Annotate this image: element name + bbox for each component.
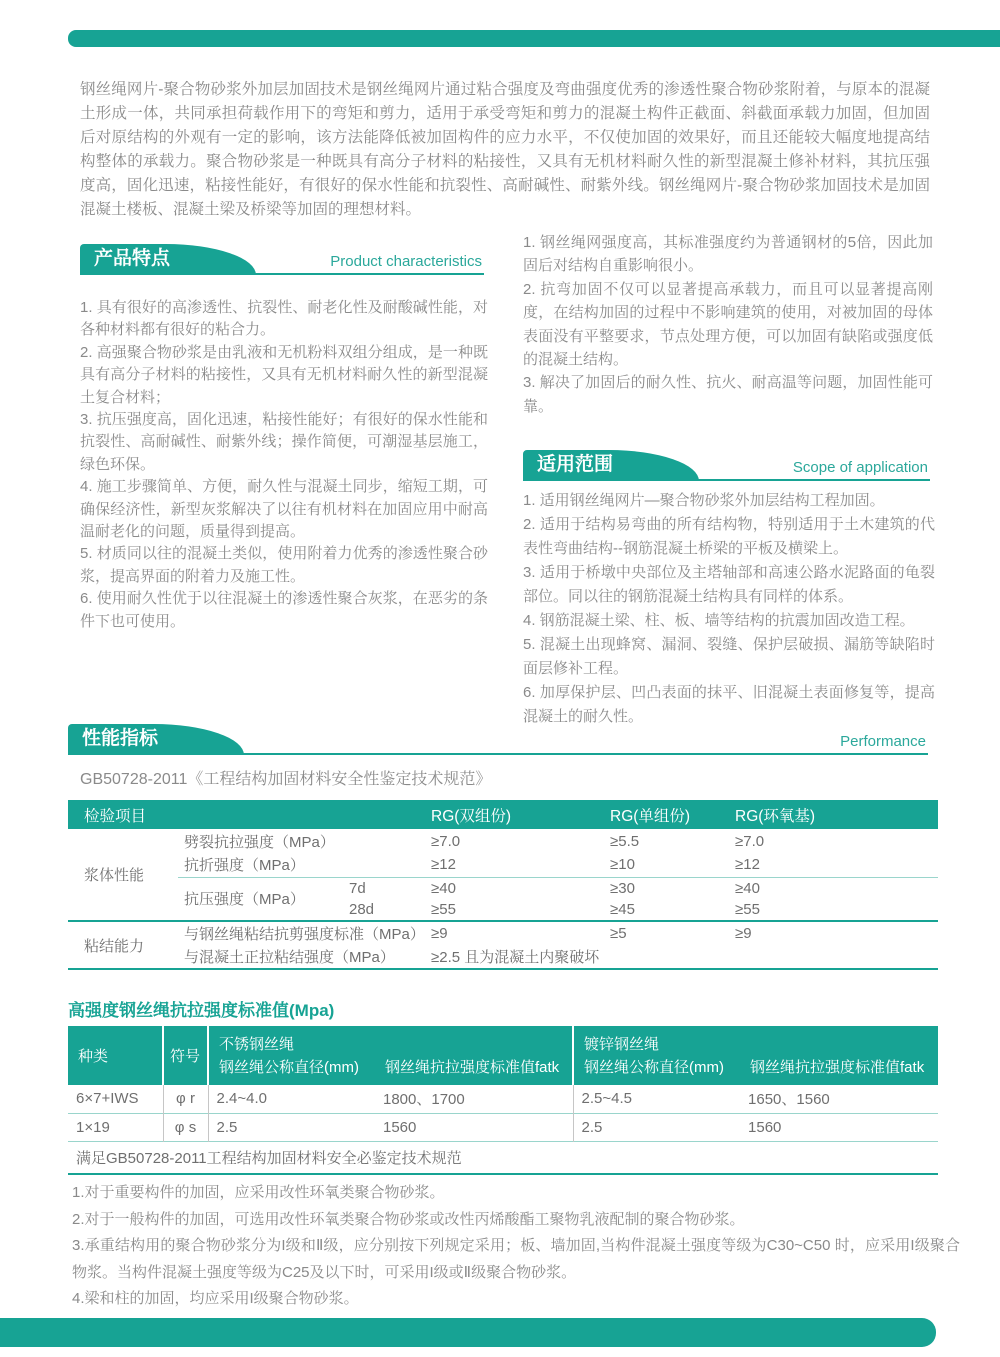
list-item: 5. 混凝土出现蜂窝、漏洞、裂缝、保护层破损、漏筋等缺陷时面层修补工程。: [523, 636, 935, 677]
wire-rope-table: [68, 1026, 938, 1175]
table-cell: 2.5: [573, 1113, 740, 1141]
list-item: 1. 适用钢丝绳网片—聚合物砂浆外加层结构工程加固。: [523, 492, 885, 509]
section-title-cn: 产品特点: [94, 248, 171, 269]
list-item: 3. 抗压强度高，固化迅速，粘接性能好；有很好的保水性能和抗裂性、高耐碱性、耐紫外线；操作简便，可潮湿基层施工，绿色环保。: [80, 411, 488, 473]
table-cell: ≥40: [729, 877, 938, 899]
table-cell: φ s: [163, 1113, 208, 1141]
table-cell: ≥10: [610, 856, 635, 874]
table-cell: ≥12: [735, 856, 760, 874]
section-title-cn: 适用范围: [537, 454, 614, 475]
list-item: 5. 材质同以往的混凝土类似，使用附着力优秀的渗透性聚合砂浆，提高界面的附着力及施工性。: [80, 545, 488, 585]
table-cell: ≥55: [431, 901, 456, 918]
table-cell: 1800、1700: [383, 1091, 465, 1109]
table-cell: 6×7+IWS: [76, 1090, 139, 1108]
table-cell: ≥30: [604, 877, 729, 899]
table-footnote: 满足GB50728-2011工程结构加固材料安全必鉴定技术规范: [68, 1141, 938, 1174]
list-item: 2. 高强聚合物砂浆是由乳液和无机粉料双组分组成，是一种既具有高分子材料的粘接性，又具有无机材料耐久性的新型混凝土复合材料；: [80, 343, 488, 406]
table-cell: 2.4~4.0: [208, 1085, 375, 1113]
table-footnote-row: [68, 1141, 938, 1174]
column-header: 钢丝绳抗拉强度标准值fatk: [740, 1054, 938, 1085]
usage-notes: [72, 1180, 960, 1313]
table-cell: 2.5: [208, 1113, 375, 1141]
scope-list: [523, 489, 935, 729]
note-item: 1.对于重要构件的加固，应采用改性环氧类聚合物砂浆。: [72, 1184, 445, 1201]
table-cell: ≥5.5: [610, 832, 640, 850]
table-row: [68, 877, 938, 899]
table-cell: 1560: [375, 1113, 573, 1141]
table-cell: ≥12: [431, 856, 456, 874]
table-cell: ≥5: [604, 921, 729, 945]
column-header: 钢丝绳公称直径(mm): [208, 1054, 375, 1085]
table-cell: ≥9: [425, 921, 604, 945]
note-item: 4.梁和柱的加固，均应采用I级聚合物砂浆。: [72, 1290, 359, 1307]
section-title-en: Product characteristics: [330, 253, 482, 270]
table-cell: ≥45: [610, 901, 635, 918]
header-ribbon: [523, 450, 699, 481]
list-item: 1. 钢丝绳网强度高，其标准强度约为普通钢材的5倍，因此加固后对结构自重影响很小。: [523, 234, 933, 275]
performance-table: [68, 800, 938, 970]
list-item: 6. 使用耐久性优于以往混凝土的渗透性聚合灰浆，在恶劣的条件下也可使用。: [80, 590, 488, 630]
table-cell: 7d: [343, 877, 425, 899]
column-header: 钢丝绳抗拉强度标准值fatk: [375, 1054, 573, 1085]
column-header: RG(双组份): [425, 800, 604, 829]
table-row: [68, 829, 938, 853]
table-cell: 1560: [740, 1113, 938, 1141]
table-header-row: [68, 1026, 938, 1054]
table-row: [68, 921, 938, 945]
list-item: 2. 抗弯加固不仅可以显著提高承载力，而且可以显著提高刚度，在结构加固的过程中不影响建筑的使用，对被加固的母体表面没有平整要求，节点处理方便，可以加固有缺陷或强度低的混凝土结构。: [523, 280, 933, 369]
column-header: 种类: [68, 1026, 163, 1085]
table-cell: 劈裂抗拉强度（MPa）: [184, 833, 335, 851]
note-item: 3.承重结构用的聚合物砂浆分为I级和Ⅱ级，应分别按下列规定采用；板、墙加固,当构件混凝土强度等级为C30~C50 时，应采用I级聚合物浆。当构件混凝土强度等级为C25及以下时，可采用I级或Ⅱ级聚合物砂浆。: [72, 1237, 960, 1281]
advantage-list: [523, 231, 933, 418]
header-ribbon: [68, 724, 244, 755]
list-item: 3. 适用于桥墩中央部位及主塔轴部和高速公路水泥路面的龟裂部位。同以往的钢筋混凝土结构具有同样的体系。: [523, 564, 935, 605]
section-title-en: Scope of application: [792, 459, 928, 476]
intro-paragraph: 钢丝绳网片-聚合物砂浆外加层加固技术是钢丝绳网片通过粘合强度及弯曲强度优秀的渗透性聚合物砂浆附着，与原本的混凝土形成一体，共同承担荷载作用下的弯矩和剪力，适用于承受弯矩和剪力的混凝土构件正截面、斜截面承载力加固，但加固后对原结构的外观有一定的影响，该方法能降低被加固构件的应力水平，不仅使加固的效果好，而且还能较大幅度地提高结构整体的承载力。聚合物砂浆是一种既具有高分子材料的粘接性，又具有无机材料耐久性的新型混凝土修补材料，其抗压强度高，固化迅速，粘接性能好，有很好的保水性能和抗裂性、高耐碱性、耐紫外线。钢丝绳网片-聚合物砂浆加固技术是加固混凝土楼板、混凝土梁及桥梁等加固的理想材料。: [80, 81, 930, 218]
note-item: 2.对于一般构件的加固，可选用改性环氧类聚合物砂浆或改性丙烯酸酯工聚物乳液配制的聚合物砂浆。: [72, 1210, 745, 1228]
table-cell: φ r: [163, 1085, 208, 1113]
table-cell: ≥2.5 且为混凝土内聚破坏: [431, 949, 600, 966]
table-cell: 28d: [349, 901, 375, 918]
list-item: 3. 解决了加固后的耐久性、抗火、耐高温等问题，加固性能可靠。: [523, 374, 933, 415]
table-cell: ≥9: [729, 921, 938, 945]
table-cell: ≥7.0: [431, 832, 461, 850]
section-title-en: Performance: [840, 733, 926, 750]
top-accent-bar: [68, 30, 1000, 47]
table-cell: ≥7.0: [735, 832, 765, 850]
column-header: 符号: [163, 1026, 208, 1085]
table-cell: 抗折强度（MPa）: [184, 857, 305, 875]
table-cell: 与钢丝绳粘结抗剪强度标准（MPa）: [178, 921, 425, 945]
table-row: [68, 853, 938, 877]
bottom-accent-bar: [0, 1318, 936, 1347]
column-header: RG(单组份): [604, 800, 729, 829]
table-header-row: [68, 800, 938, 829]
table-cell: 1650、1560: [748, 1091, 830, 1109]
column-header: RG(环氧基): [729, 800, 938, 829]
table-cell: 1×19: [68, 1113, 163, 1141]
list-item: 6. 加厚保护层、凹凸表面的抹平、旧混凝土表面修复等，提高混凝土的耐久性。: [523, 684, 935, 725]
column-header: 镀锌钢丝绳: [573, 1026, 938, 1054]
section-header-performance: [68, 724, 928, 755]
table-row: [68, 945, 938, 969]
header-ribbon: [80, 244, 256, 275]
list-item: 4. 钢筋混凝土梁、柱、板、墙等结构的抗震加固改造工程。: [523, 612, 915, 629]
column-header: 检验项目: [68, 800, 425, 829]
row-group-label: 粘结能力: [68, 921, 178, 969]
table-cell: 2.5~4.5: [573, 1085, 740, 1113]
list-item: 4. 施工步骤简单、方便，耐久性与混凝土同步，缩短工期，可确保经济性，新型灰浆解决了以往有机材料在加固应用中耐高温耐老化的问题，质量得到提高。: [80, 478, 488, 541]
product-feature-list: [80, 297, 488, 633]
wire-rope-table-title: 高强度钢丝绳抗拉强度标准值(Mpa): [68, 1001, 335, 1020]
table-row: [68, 1085, 938, 1113]
table-cell: ≥40: [425, 877, 604, 899]
table-cell: 与混凝土正拉粘结强度（MPa）: [184, 949, 395, 966]
column-header: 不锈钢丝绳: [208, 1026, 573, 1054]
section-header-scope: [523, 450, 930, 481]
section-header-product: [80, 244, 484, 275]
table-cell: ≥55: [735, 901, 760, 918]
section-title-cn: 性能指标: [82, 728, 159, 749]
column-header: 钢丝绳公称直径(mm): [573, 1054, 740, 1085]
list-item: 1. 具有很好的高渗透性、抗裂性、耐老化性及耐酸碱性能，对各种材料都有很好的粘合力。: [80, 299, 488, 339]
row-group-label: 浆体性能: [84, 867, 145, 884]
table-cell: 抗压强度（MPa）: [178, 877, 343, 921]
standard-reference: GB50728-2011《工程结构加固材料安全性鉴定技术规范》: [80, 771, 492, 788]
table-row: [68, 1113, 938, 1141]
list-item: 2. 适用于结构易弯曲的所有结构物，特别适用于土木建筑的代表性弯曲结构--钢筋混凝土桥梁的平板及横梁上。: [523, 516, 935, 557]
